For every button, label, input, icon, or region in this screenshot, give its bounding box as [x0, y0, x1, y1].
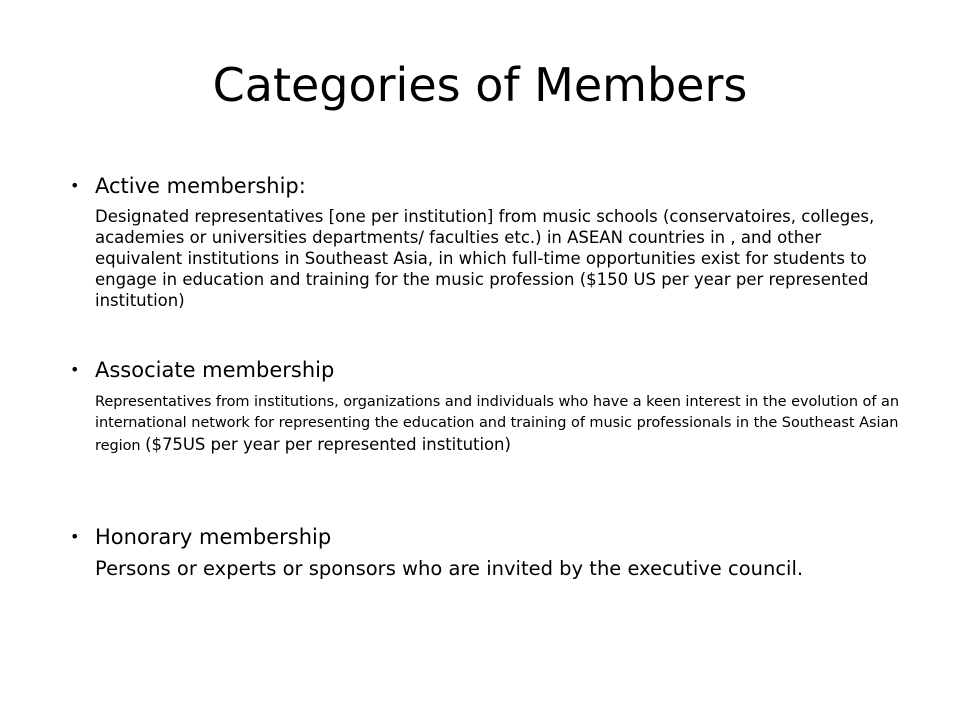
membership-description-text: Representatives from institutions, organizations and individuals who have a keen interest in the evolution of an international network for representing the education and training of music professionals in the Southeast Asian region: [95, 394, 899, 454]
bullet-item: [70, 523, 900, 551]
membership-section-active: [70, 172, 900, 311]
bullet-icon: •: [70, 527, 80, 546]
membership-heading: Honorary membership: [95, 525, 332, 549]
membership-fee: ($75US per year per represented institution): [145, 435, 511, 454]
membership-heading: Associate membership: [95, 358, 335, 382]
membership-description: Persons or experts or sponsors who are invited by the executive council.: [95, 557, 804, 580]
slide-title: Categories of Members: [212, 58, 748, 112]
membership-description: Designated representatives [one per institution] from music schools (conservatoires, colleges, academies or universities departments/ faculties etc.) in ASEAN countries in , and other equivalent institutions in Southeast Asia, in which full-time opportunities exist for students to engage in education and training for the music profession ($150 US per year per represented institution): [95, 207, 875, 310]
membership-heading: Active membership:: [95, 174, 306, 198]
membership-description: [70, 392, 900, 457]
membership-section-associate: [70, 356, 900, 457]
bullet-item: [70, 172, 900, 200]
bullet-icon: •: [70, 176, 80, 195]
bullet-item: [70, 356, 900, 384]
bullet-icon: •: [70, 360, 80, 379]
membership-section-honorary: [70, 523, 900, 582]
